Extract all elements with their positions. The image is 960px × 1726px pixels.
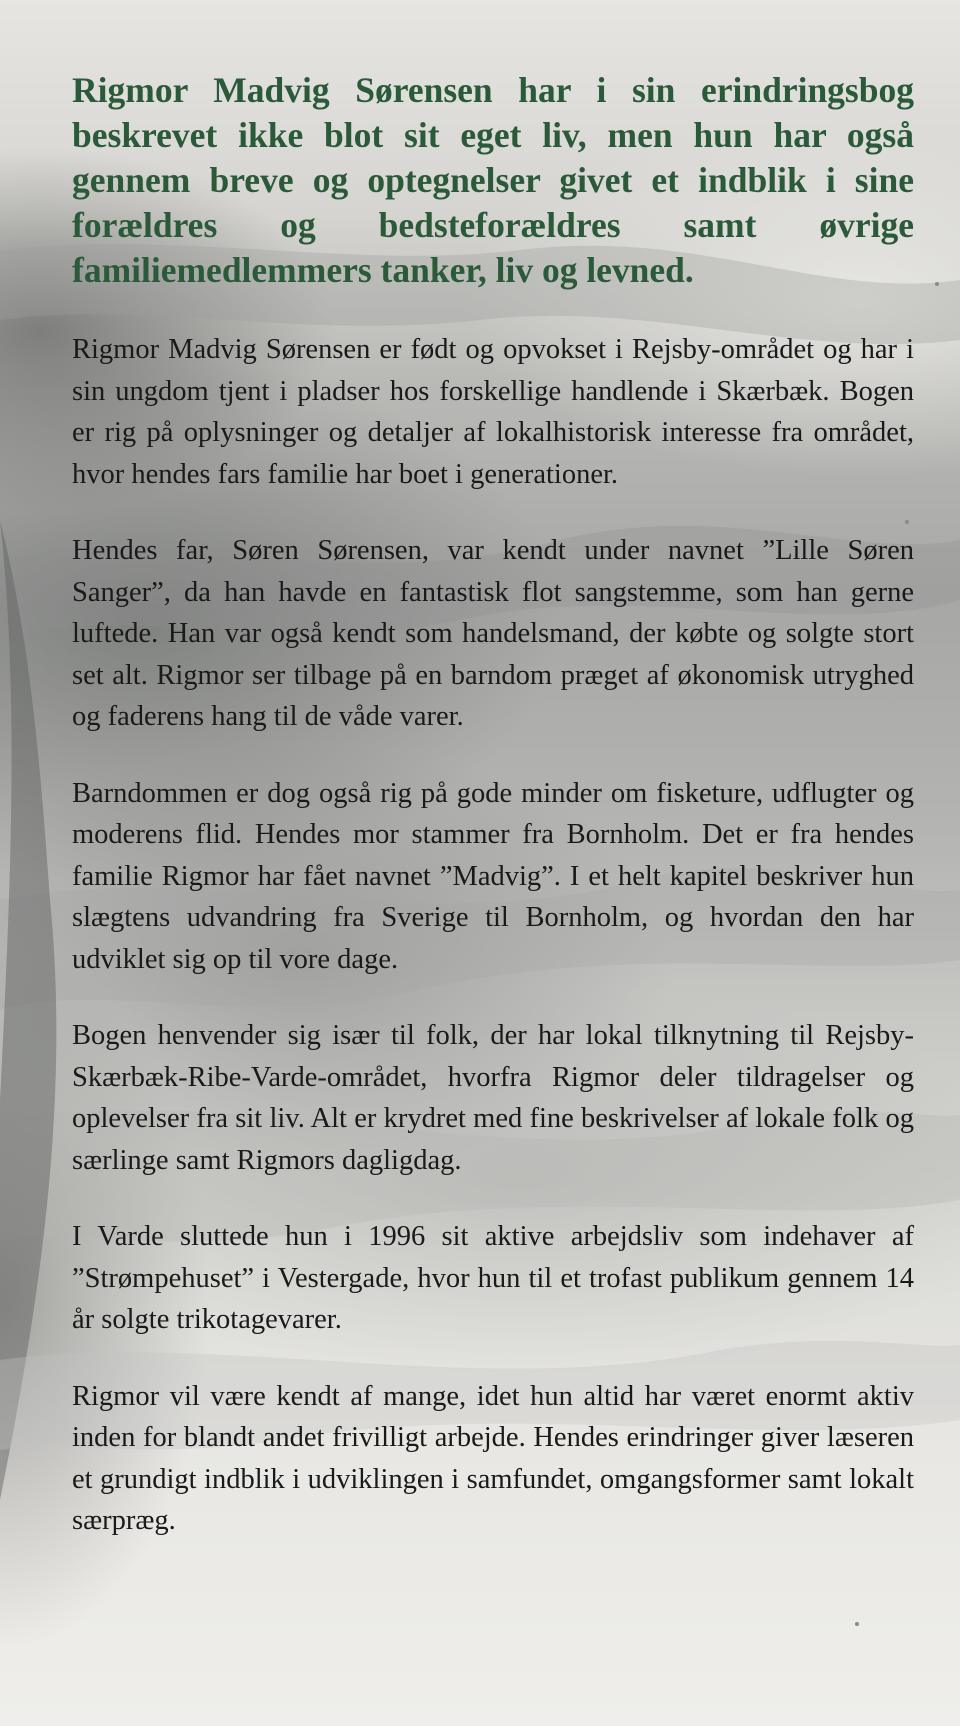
back-cover-text: [72, 68, 914, 1577]
body-paragraph: Rigmor vil være kendt af mange, idet hun altid har været enormt aktiv inden for blandt andet frivilligt arbejde. Hendes erindringer giver læseren et grundigt indblik i udviklingen i samfundet, omgangsformer samt lokalt særpræg.: [72, 1380, 914, 1536]
body-paragraph: Bogen henvender sig især til folk, der har lokal tilknytning til Rejsby-Skærbæk-Ribe-Varde-området, hvorfra Rigmor deler tildragelser og oplevelser fra sit liv. Alt er krydret med fine beskrivelser af lokale folk og særlinge samt Rigmors dagligdag.: [72, 1020, 914, 1176]
body-paragraph: I Varde sluttede hun i 1996 sit aktive arbejdsliv som indehaver af ”Strømpehuset” i Vestergade, hvor hun til et trofast publikum gennem 14 år solgte trikotagevarer.: [72, 1221, 914, 1335]
body-paragraph: Barndommen er dog også rig på gode minder om fisketure, udflugter og moderens flid. Hendes mor stammer fra Bornholm. Det er fra hendes familie Rigmor har fået navnet ”Madvig”. I et helt kapitel beskriver hun slægtens udvandring fra Sverige til Bornholm, og hvordan den har udviklet sig op til vore dage.: [72, 777, 914, 975]
body-paragraph: Rigmor Madvig Sørensen er født og opvokset i Rejsby-området og har i sin ungdom tjent i pladser hos forskellige handlende i Skærbæk. Bogen er rig på oplysninger og detaljer af lokalhistorisk interesse fra området, hvor hendes fars familie har boet i generationer.: [72, 334, 914, 490]
print-speck: [855, 1622, 859, 1626]
lead-paragraph: Rigmor Madvig Sørensen har i sin erindringsbog beskrevet ikke blot sit eget liv, men hun har også gennem breve og optegnelser givet et indblik i sine forældres og bedsteforældres samt øvrige familiemedlemmers tanker, liv og levned.: [72, 70, 914, 290]
print-speck: [935, 282, 939, 286]
body-paragraph: Hendes far, Søren Sørensen, var kendt under navnet ”Lille Søren Sanger”, da han havde en fantastisk flot sangstemme, som han gerne luftede. Han var også kendt som handelsmand, der købte og solgte stort set alt. Rigmor ser tilbage på en barndom præget af økonomisk utryghed og faderens hang til de våde varer.: [72, 535, 914, 732]
